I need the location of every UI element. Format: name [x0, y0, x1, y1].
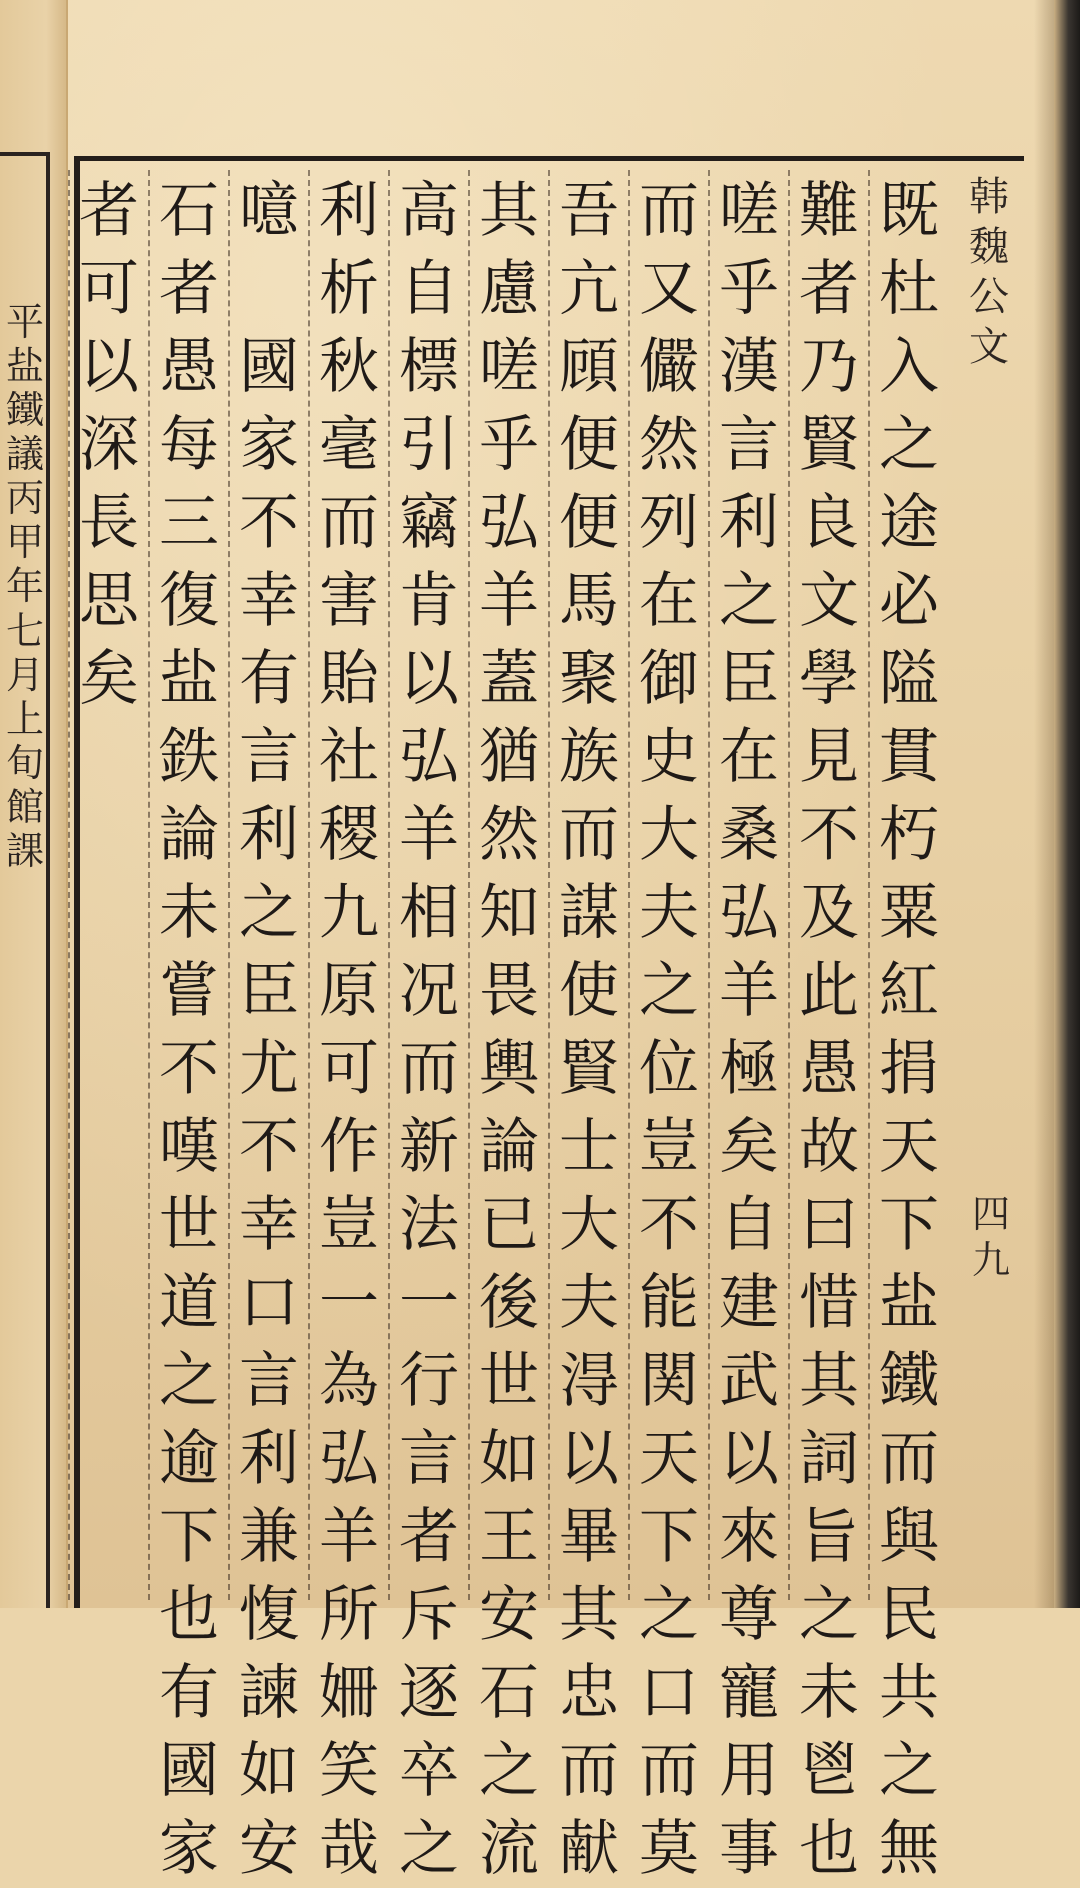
glyph: 每: [159, 410, 219, 480]
glyph: 既: [879, 176, 939, 246]
glyph: 途: [879, 488, 939, 558]
glyph: 思: [79, 566, 139, 636]
glyph: 標: [399, 332, 459, 402]
glyph: 利: [239, 800, 299, 870]
glyph: 哉: [319, 1814, 379, 1884]
glyph: 不: [239, 1112, 299, 1182]
glyph: 史: [639, 722, 699, 792]
text-column: [472, 172, 546, 1888]
glyph: 社: [319, 722, 379, 792]
glyph: 朽: [879, 800, 939, 870]
glyph: 文: [799, 566, 859, 636]
text-column: [152, 172, 226, 1888]
glyph: 羊: [399, 800, 459, 870]
glyph: 自: [399, 254, 459, 324]
glyph: 國: [239, 332, 299, 402]
glyph: 御: [639, 644, 699, 714]
glyph: 逾: [159, 1424, 219, 1494]
glyph: 王: [479, 1502, 539, 1572]
glyph: 下: [639, 1502, 699, 1572]
glyph: 魏: [969, 224, 1009, 270]
glyph: 乎: [719, 254, 779, 324]
glyph: 惜: [799, 1268, 859, 1338]
text-column: [232, 172, 306, 1888]
glyph: 賢: [559, 1034, 619, 1104]
glyph: 羊: [719, 956, 779, 1026]
glyph: 弘: [719, 878, 779, 948]
glyph: 士: [559, 1112, 619, 1182]
glyph: 入: [879, 332, 939, 402]
glyph: 一: [399, 1268, 459, 1338]
glyph: 而: [319, 488, 379, 558]
glyph: 輿: [479, 1034, 539, 1104]
glyph: 紅: [879, 956, 939, 1026]
glyph: 未: [799, 1658, 859, 1728]
glyph: 粟: [879, 878, 939, 948]
glyph: 在: [639, 566, 699, 636]
glyph: 愚: [159, 332, 219, 402]
glyph: 見: [799, 722, 859, 792]
glyph: 者: [159, 254, 219, 324]
glyph: 論: [479, 1112, 539, 1182]
text-column: [872, 172, 946, 1888]
glyph: 可: [79, 254, 139, 324]
glyph: 肯: [399, 566, 459, 636]
glyph: 儼: [639, 332, 699, 402]
glyph: 臣: [719, 644, 779, 714]
glyph: 馬: [559, 566, 619, 636]
text-column: [552, 172, 626, 1888]
glyph: 口: [639, 1658, 699, 1728]
glyph: 長: [79, 488, 139, 558]
glyph: 九: [971, 1237, 1010, 1282]
glyph: 鬯: [799, 1736, 859, 1806]
text-column: [792, 172, 866, 1888]
glyph: 公: [969, 274, 1009, 320]
text-column: [392, 172, 466, 1888]
glyph: 已: [479, 1190, 539, 1260]
glyph: 口: [239, 1268, 299, 1338]
glyph: 大: [639, 800, 699, 870]
glyph: 引: [399, 410, 459, 480]
glyph: 愚: [799, 1034, 859, 1104]
glyph: 也: [159, 1580, 219, 1650]
glyph: 其: [559, 1580, 619, 1650]
glyph: 猶: [479, 722, 539, 792]
glyph: 知: [479, 878, 539, 948]
glyph: 羊: [479, 566, 539, 636]
glyph: 行: [399, 1346, 459, 1416]
glyph: 如: [479, 1424, 539, 1494]
glyph: 析: [319, 254, 379, 324]
left-page-border-line: [46, 152, 50, 1608]
glyph: 便: [559, 488, 619, 558]
glyph: 後: [479, 1268, 539, 1338]
glyph: 之: [799, 1580, 859, 1650]
glyph: 也: [799, 1814, 859, 1884]
column-rule: [788, 170, 790, 1600]
glyph: 其: [799, 1346, 859, 1416]
glyph: 噫: [239, 176, 299, 246]
glyph: 道: [159, 1268, 219, 1338]
glyph: 捐: [879, 1034, 939, 1104]
glyph: 之: [639, 1580, 699, 1650]
glyph: 法: [399, 1190, 459, 1260]
glyph: 原: [319, 956, 379, 1026]
column-rule: [548, 170, 550, 1600]
glyph: 上: [5, 696, 44, 741]
glyph: 可: [319, 1034, 379, 1104]
text-column: [312, 172, 386, 1888]
left-page-margin-text: [4, 300, 46, 873]
glyph: 毫: [319, 410, 379, 480]
glyph: 盐: [879, 1268, 939, 1338]
glyph: 卒: [399, 1736, 459, 1806]
glyph: 大: [559, 1190, 619, 1260]
glyph: 韩: [969, 174, 1009, 220]
glyph: 鐵: [5, 388, 44, 433]
glyph: 忠: [559, 1658, 619, 1728]
glyph: 館: [5, 784, 44, 829]
glyph: 建: [719, 1268, 779, 1338]
column-rule: [228, 170, 230, 1600]
glyph: 列: [639, 488, 699, 558]
glyph: 其: [479, 176, 539, 246]
glyph: 利: [719, 488, 779, 558]
glyph: 畏: [479, 956, 539, 1026]
glyph: 此: [799, 956, 859, 1026]
column-rule: [148, 170, 150, 1600]
glyph: 賢: [799, 410, 859, 480]
glyph: 一: [319, 1268, 379, 1338]
glyph: 以: [79, 332, 139, 402]
glyph: 矣: [719, 1112, 779, 1182]
glyph: 之: [399, 1814, 459, 1884]
glyph: 在: [719, 722, 779, 792]
glyph: 而: [559, 1736, 619, 1806]
glyph: 杜: [879, 254, 939, 324]
glyph: 嘆: [159, 1112, 219, 1182]
glyph: 利: [319, 176, 379, 246]
glyph: 之: [879, 1736, 939, 1806]
glyph: 諫: [239, 1658, 299, 1728]
glyph: 斥: [399, 1580, 459, 1650]
banxin-title: [962, 172, 1016, 372]
glyph: 関: [639, 1346, 699, 1416]
glyph: 尤: [239, 1034, 299, 1104]
glyph: 以: [719, 1424, 779, 1494]
text-column: [632, 172, 706, 1888]
column-rule: [868, 170, 870, 1600]
glyph: 流: [479, 1814, 539, 1884]
glyph: 之: [159, 1346, 219, 1416]
glyph: 極: [719, 1034, 779, 1104]
glyph: 文: [969, 324, 1009, 370]
glyph: 新: [399, 1112, 459, 1182]
glyph: 以: [399, 644, 459, 714]
glyph: 平: [5, 300, 44, 344]
glyph: 盐: [159, 644, 219, 714]
page-gutter-shadow: [1034, 0, 1054, 1608]
glyph: 石: [159, 176, 219, 246]
glyph: 用: [719, 1736, 779, 1806]
glyph: 詞: [799, 1424, 859, 1494]
glyph: 能: [639, 1268, 699, 1338]
book-spine: [1054, 0, 1080, 1608]
glyph: 天: [879, 1112, 939, 1182]
glyph: 言: [239, 722, 299, 792]
glyph: 謀: [559, 878, 619, 948]
glyph: 安: [239, 1814, 299, 1884]
glyph: 所: [319, 1580, 379, 1650]
glyph: 夫: [639, 878, 699, 948]
column-rule: [708, 170, 710, 1600]
glyph: 國: [159, 1736, 219, 1806]
glyph: 害: [319, 566, 379, 636]
glyph: 乃: [799, 332, 859, 402]
glyph: 慮: [479, 254, 539, 324]
glyph: 相: [399, 878, 459, 948]
glyph: 必: [879, 566, 939, 636]
glyph: 而: [639, 1736, 699, 1806]
glyph: 言: [239, 1346, 299, 1416]
glyph: 下: [879, 1190, 939, 1260]
glyph: 吾: [559, 176, 619, 246]
glyph: 兼: [239, 1502, 299, 1572]
glyph: 臣: [239, 956, 299, 1026]
glyph: 貽: [319, 644, 379, 714]
glyph: 論: [159, 800, 219, 870]
glyph: 四: [971, 1192, 1010, 1236]
glyph: 及: [799, 878, 859, 948]
glyph: 九: [319, 878, 379, 948]
glyph: 民: [879, 1580, 939, 1650]
glyph: 言: [399, 1424, 459, 1494]
glyph: 畢: [559, 1502, 619, 1572]
glyph: 盐: [5, 344, 44, 389]
glyph: 利: [239, 1424, 299, 1494]
glyph: 矣: [79, 644, 139, 714]
glyph: 七: [5, 608, 44, 653]
glyph: 稷: [319, 800, 379, 870]
glyph: 夫: [559, 1268, 619, 1338]
glyph: 况: [399, 956, 459, 1026]
glyph: 者: [799, 254, 859, 324]
text-column: [72, 172, 146, 718]
glyph: 嘗: [159, 956, 219, 1026]
glyph: 漢: [719, 332, 779, 402]
glyph: 便: [559, 410, 619, 480]
glyph: 蓋: [479, 644, 539, 714]
glyph: 然: [639, 410, 699, 480]
glyph: 不: [239, 488, 299, 558]
glyph: 淂: [559, 1346, 619, 1416]
glyph: 幸: [239, 1190, 299, 1260]
glyph: 不: [159, 1034, 219, 1104]
glyph: 課: [5, 828, 44, 873]
glyph: 天: [639, 1424, 699, 1494]
glyph: 又: [639, 254, 699, 324]
glyph: 愎: [239, 1580, 299, 1650]
glyph: 者: [399, 1502, 459, 1572]
glyph: 笑: [319, 1736, 379, 1806]
glyph: 姍: [319, 1658, 379, 1728]
glyph: 聚: [559, 644, 619, 714]
glyph: 族: [559, 722, 619, 792]
column-rule: [388, 170, 390, 1600]
glyph: 作: [319, 1112, 379, 1182]
glyph: 弘: [479, 488, 539, 558]
glyph: 嗟: [719, 176, 779, 246]
banxin-center-strip: [962, 172, 1018, 1472]
glyph: 年: [5, 564, 44, 609]
glyph: 桑: [719, 800, 779, 870]
glyph: 不: [799, 800, 859, 870]
glyph: 逐: [399, 1658, 459, 1728]
glyph: 世: [479, 1346, 539, 1416]
glyph: 下: [159, 1502, 219, 1572]
glyph: 亢: [559, 254, 619, 324]
glyph: 莫: [639, 1814, 699, 1884]
glyph: 家: [239, 410, 299, 480]
glyph: 復: [159, 566, 219, 636]
glyph: 言: [719, 410, 779, 480]
glyph: 豈: [639, 1112, 699, 1182]
column-rule: [308, 170, 310, 1600]
glyph: [232, 250, 306, 328]
glyph: 有: [159, 1658, 219, 1728]
glyph: 秋: [319, 332, 379, 402]
glyph: 武: [719, 1346, 779, 1416]
column-rule: [468, 170, 470, 1600]
glyph: 來: [719, 1502, 779, 1572]
glyph: 鐵: [879, 1346, 939, 1416]
glyph: 寵: [719, 1658, 779, 1728]
glyph: 竊: [399, 488, 459, 558]
glyph: 學: [799, 644, 859, 714]
left-facing-page: [0, 0, 68, 1608]
glyph: 故: [799, 1112, 859, 1182]
glyph: 有: [239, 644, 299, 714]
glyph: 弘: [399, 722, 459, 792]
glyph: 如: [239, 1736, 299, 1806]
glyph: 自: [719, 1190, 779, 1260]
glyph: 高: [399, 176, 459, 246]
glyph: 與: [879, 1502, 939, 1572]
glyph: 安: [479, 1580, 539, 1650]
text-column: [712, 172, 786, 1888]
glyph: 乎: [479, 410, 539, 480]
glyph: 共: [879, 1658, 939, 1728]
glyph: 嗟: [479, 332, 539, 402]
column-rule: [68, 170, 70, 1600]
glyph: 隘: [879, 644, 939, 714]
glyph: 而: [559, 800, 619, 870]
glyph: 之: [719, 566, 779, 636]
glyph: 之: [639, 956, 699, 1026]
glyph: 之: [239, 878, 299, 948]
glyph: 而: [879, 1424, 939, 1494]
glyph: 献: [559, 1814, 619, 1884]
glyph: 者: [79, 176, 139, 246]
glyph: 未: [159, 878, 219, 948]
glyph: 事: [719, 1814, 779, 1884]
glyph: 羊: [319, 1502, 379, 1572]
glyph: 頋: [559, 332, 619, 402]
glyph: 旨: [799, 1502, 859, 1572]
glyph: 曰: [799, 1190, 859, 1260]
glyph: 不: [639, 1190, 699, 1260]
glyph: 月: [5, 652, 44, 697]
glyph: 為: [319, 1346, 379, 1416]
glyph: 之: [479, 1736, 539, 1806]
glyph: 使: [559, 956, 619, 1026]
glyph: 良: [799, 488, 859, 558]
glyph: 位: [639, 1034, 699, 1104]
glyph: 幸: [239, 566, 299, 636]
glyph: 尊: [719, 1580, 779, 1650]
glyph: 豈: [319, 1190, 379, 1260]
glyph: 無: [879, 1814, 939, 1884]
column-rule: [628, 170, 630, 1600]
glyph: 三: [159, 488, 219, 558]
glyph: 弘: [319, 1424, 379, 1494]
glyph: 丙: [5, 476, 44, 521]
glyph: 貫: [879, 722, 939, 792]
left-page-border-top: [0, 152, 48, 156]
glyph: 甲: [5, 520, 44, 565]
glyph: 旬: [5, 740, 44, 785]
glyph: 以: [559, 1424, 619, 1494]
glyph: 議: [5, 432, 44, 477]
glyph: 世: [159, 1190, 219, 1260]
glyph: 而: [639, 176, 699, 246]
glyph: 然: [479, 800, 539, 870]
glyph: 石: [479, 1658, 539, 1728]
glyph: 深: [79, 410, 139, 480]
banxin-page-number: [966, 1192, 1016, 1283]
glyph: 之: [879, 410, 939, 480]
glyph: 家: [159, 1814, 219, 1884]
glyph: 而: [399, 1034, 459, 1104]
glyph: 難: [799, 176, 859, 246]
glyph: 鉄: [159, 722, 219, 792]
